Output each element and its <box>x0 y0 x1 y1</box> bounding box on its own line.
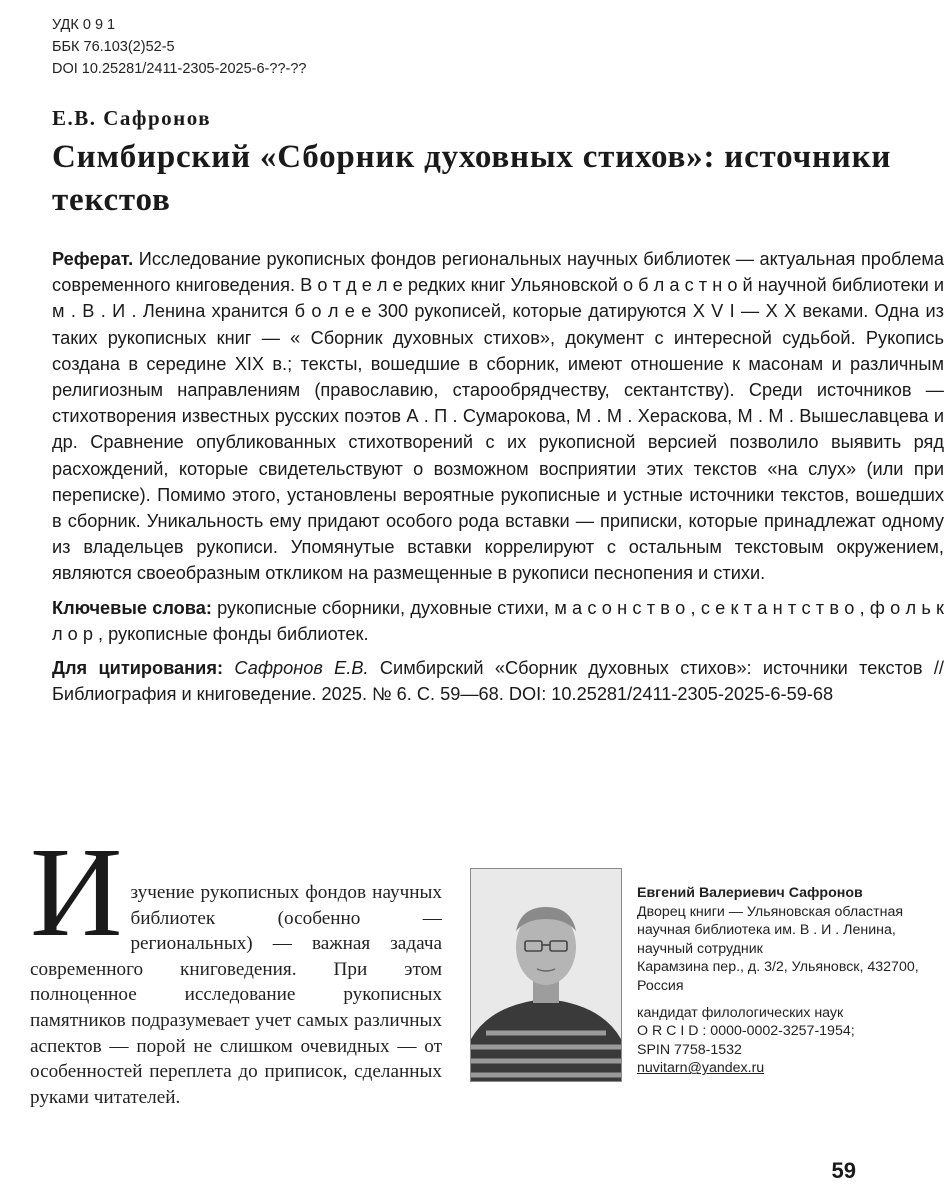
author-portrait-icon <box>471 869 621 1081</box>
body-text-block <box>30 821 442 1110</box>
bio-orcid: O R C I D : 0000-0002-3257-1954; <box>637 1023 855 1040</box>
citation-paragraph <box>52 655 944 707</box>
bio-affiliation: Дворец книги — Ульяновская областная научная библиотека им. В . И . Ленина, научный сотрудник <box>637 903 904 957</box>
keywords-label: Ключевые слова: <box>52 597 212 618</box>
citation-author: Сафронов Е.В. <box>234 658 369 679</box>
bio-email-link[interactable]: nuvitarn@yandex.ru <box>637 1060 765 1077</box>
article-codes <box>52 14 306 80</box>
bio-address: Карамзина пер., д. 3/2, Ульяновск, 432700, Россия <box>637 959 919 994</box>
abstract-block <box>52 246 944 707</box>
author-bio <box>637 884 937 1078</box>
udk-code: УДК 0 9 1 <box>52 17 116 33</box>
bio-name: Евгений Валериевич Сафронов <box>637 885 863 901</box>
bbk-code: ББК 76.103(2)52-5 <box>52 39 175 55</box>
citation-label: Для цитирования: <box>52 658 224 679</box>
bio-spin: SPIN 7758-1532 <box>637 1041 742 1058</box>
abstract-paragraph <box>52 246 944 587</box>
keywords-paragraph <box>52 595 944 647</box>
citation-text: Симбирский «Сборник духовных стихов»: источники текстов // Библиография и книговедение. 2025. № 6. С. 59—68. DOI: 10.25281/2411-2305-2025-6-59-68 <box>52 658 944 705</box>
bio-degree: кандидат филологических наук <box>637 1004 844 1021</box>
doi-code: DOI 10.25281/2411-2305-2025-6-??-?? <box>52 61 307 77</box>
abstract-text: Исследование рукописных фондов региональных научных библиотек — актуальная проблема современного книговедения. В о т д е л е редких книг Ульяновской о б л а с т н о й научной библиотеки и м . В . И . Ленина хранится б о л е е 300 рукописей, которые датируются X V I — X X веками. Одна из таких рукописных книг — « Сборник духовных стихов», документ с интересной судьбой. Рукопись создана в середине XIX в.; тексты, вошедшие в сборник, имеют отношение к масонам и различным религиозным направлениям (православию, старообрядчеству, сектантству). Среди источников — стихотворения известных русских поэтов А . П . Сумарокова, М . М . Хераскова, М . М . Вышеславцева и др. Сравнение опубликованных стихотворений с их рукописной версией позволило выявить ряд расхождений, которые свидетельствуют о возможном восприятии этих текстов «на слух» (или при переписке). Помимо этого, установлены вероятные рукописные и устные источники текстов, вошедших в сборник. Уникальность ему придают особого рода вставки — приписки, которые принадлежат одному из владельцев рукописи. Упомянутые вставки коррелируют с остальным текстовым окружением, являются своеобразным откликом на размещенные в рукописи песнопения и стихи. <box>52 249 944 584</box>
article-author: Е.В. Сафронов <box>52 106 212 130</box>
body-paragraph: зучение рукописных фондов научных библиотек (особенно — региональных) — важная задача современного книговедения. При этом полноценное исследование рукописных памятников подразумевает учет самых различных аспектов — порой не слишком очевидных — от особенностей переплета до приписок, сделанных руками читателей. <box>30 882 442 1108</box>
page-number: 59 <box>831 1158 856 1183</box>
drop-cap: И <box>30 821 123 963</box>
author-photo <box>470 868 622 1082</box>
article-title: Симбирский «Сборник духовных стихов»: источники текстов <box>52 139 892 218</box>
keywords-text: рукописные сборники, духовные стихи, м а с о н с т в о , с е к т а н т с т в о , ф о л ь к л о р , рукописные фонды библиотек. <box>52 597 944 644</box>
abstract-label: Реферат. <box>52 249 134 269</box>
